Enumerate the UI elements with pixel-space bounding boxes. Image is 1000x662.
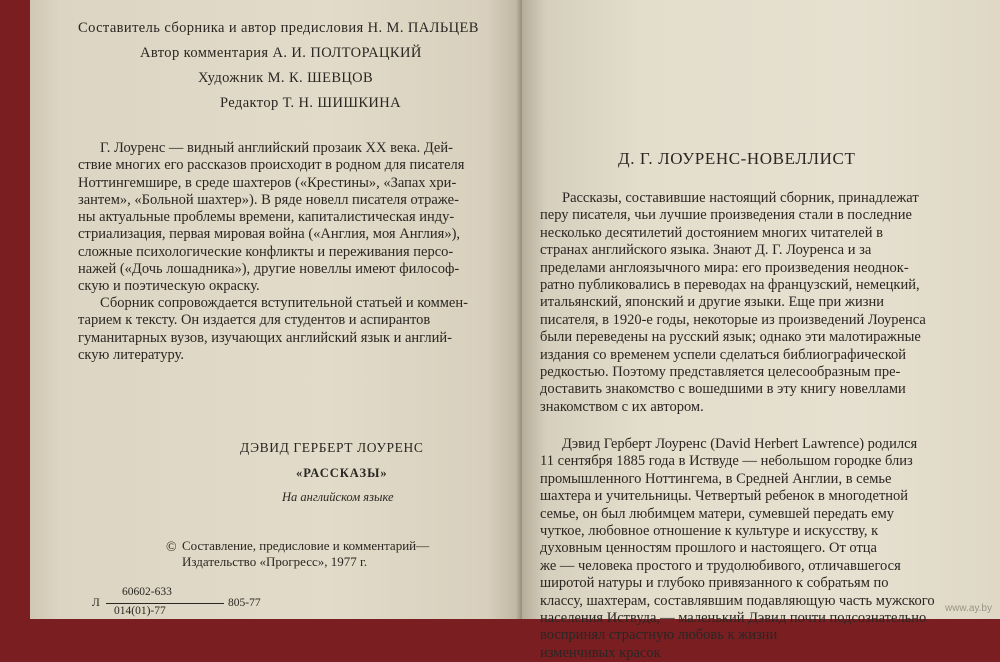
text-line: несколько десятилетий достоянием многих читателей в (540, 224, 883, 241)
text-line: широтой натуры и глубоко привязанного к собратьям по (540, 575, 889, 592)
text-line: воспринял страстную любовь к жизни (540, 627, 778, 644)
text-line: перу писателя, чьи лучшие произведения стали в последние (540, 207, 912, 224)
text-line: ны актуальные проблемы времени, капиталистическая инду- (78, 209, 455, 226)
text-line: населения Иствуда,— маленький Дэвид почти подсознательно (540, 610, 927, 627)
text-line: Ноттингемшире, в среде шахтеров («Крестины», «Запах хри- (78, 174, 457, 191)
watermark: www.ay.by (944, 603, 992, 614)
annotation-paragraph (78, 140, 524, 296)
text-line: тарием к тексту. Он издается для студентов и аспирантов (78, 312, 431, 329)
text-line: редкостью. Поэтому представляется целесообразным пре- (540, 364, 901, 381)
editor-credit: Редактор Т. Н. ШИШКИНА (220, 95, 402, 111)
language-note: На английском языке (282, 490, 394, 504)
text-line: сложные психологические конфликты и переживания персо- (78, 243, 454, 260)
note-paragraph (78, 295, 524, 364)
artist-credit: Художник М. К. ШЕВЦОВ (198, 70, 374, 86)
text-line: 11 сентября 1885 года в Иствуде — небольшом городке близ (540, 453, 913, 470)
right-page (522, 0, 1000, 661)
text-line: гуманитарных вузов, изучающих английский язык и англий- (78, 329, 452, 346)
text-line: скую литературу. (78, 346, 184, 363)
text-line: зантем», «Больной шахтер»). В ряде новелл писателя отраже- (78, 191, 459, 208)
commentary-credit: Автор комментария А. И. ПОЛТОРАЦКИЙ (140, 45, 422, 61)
book-title: «РАССКАЗЫ» (296, 466, 388, 480)
text-line: Дэвид Герберт Лоуренс (David Herbert Lawrence) родился (562, 436, 918, 452)
book-author: ДЭВИД ГЕРБЕРТ ЛОУРЕНС (240, 440, 424, 455)
text-line: ратно публиковались в переводах на французский, немецкий, (540, 277, 920, 294)
text-line: знакомством с их автором. (540, 398, 704, 415)
text-line: странах английского языка. Знают Д. Г. Лоуренса и за (540, 242, 872, 259)
text-line: же — человека простого и трудолюбивого, отличавшегося (540, 557, 901, 574)
text-line: ствие многих его рассказов происходит в родном для писателя (78, 157, 465, 174)
text-line: писателя, в 1920-е годы, некоторые из произведений Лоуренса (540, 311, 926, 328)
catalog-code: 805-77 (228, 597, 261, 609)
text-line: чуткое, любовное отношение к культуре и искусству, к (540, 523, 879, 540)
text-line: скую и поэтическую окраску. (78, 278, 260, 295)
text-line: стриализация, первая мировая война («Англия, моя Англия»), (78, 226, 461, 243)
catalog-fraction-line (106, 603, 224, 604)
text-line: доставить знакомство с вошедшими в эту книгу новеллами (540, 381, 906, 398)
text-line: семье, он был любимцем матери, сумевшей передать ему (540, 505, 894, 522)
compiler-credit: Составитель сборника и автор предисловия Н. М. ПАЛЬЦЕВ (78, 20, 479, 36)
copyright-line: Составление, предисловие и комментарий— (182, 538, 430, 553)
text-line: нажей («Дочь лошадника»), другие новеллы имеют философ- (78, 261, 460, 278)
text-line: промышленного Ноттингема, в Средней Англии, в семье (540, 470, 892, 487)
catalog-denominator: 014(01)-77 (114, 605, 166, 617)
catalog-numerator: 60602-633 (122, 586, 172, 598)
copyright-notice (182, 538, 429, 570)
left-page (30, 0, 526, 619)
text-line: изменчивых красок (540, 644, 661, 661)
text-line: итальянский, японский и другие языки. Еще при жизни (540, 294, 884, 311)
text-line: Рассказы, составившие настоящий сборник, принадлежат (562, 190, 919, 206)
text-line: классу, шахтерам, составлявшим подавляющую часть мужского (540, 592, 935, 609)
chapter-heading: Д. Г. ЛОУРЕНС-НОВЕЛЛИСТ (618, 149, 856, 168)
catalog-prefix: Л (92, 597, 100, 609)
copyright-icon: © (166, 540, 177, 555)
text-line: пределами англоязычного мира: его произведения неоднок- (540, 259, 909, 276)
intro-paragraph (540, 190, 992, 416)
text-line: Сборник сопровождается вступительной статьей и коммен- (100, 295, 468, 311)
text-line: были переведены на русский язык; однако эти малотиражные (540, 329, 921, 346)
text-line: духовным ценностям прошлого и настоящего. От отца (540, 540, 877, 557)
copyright-line: Издательство «Прогресс», 1977 г. (182, 554, 368, 569)
text-line: издания со временем успели сделаться библиографической (540, 346, 907, 363)
text-line: шахтера и учительницы. Четвертый ребенок в многодетной (540, 488, 909, 505)
text-line: Г. Лоуренс — видный английский прозаик XX века. Дей- (100, 140, 453, 156)
biography-paragraph (540, 436, 992, 662)
